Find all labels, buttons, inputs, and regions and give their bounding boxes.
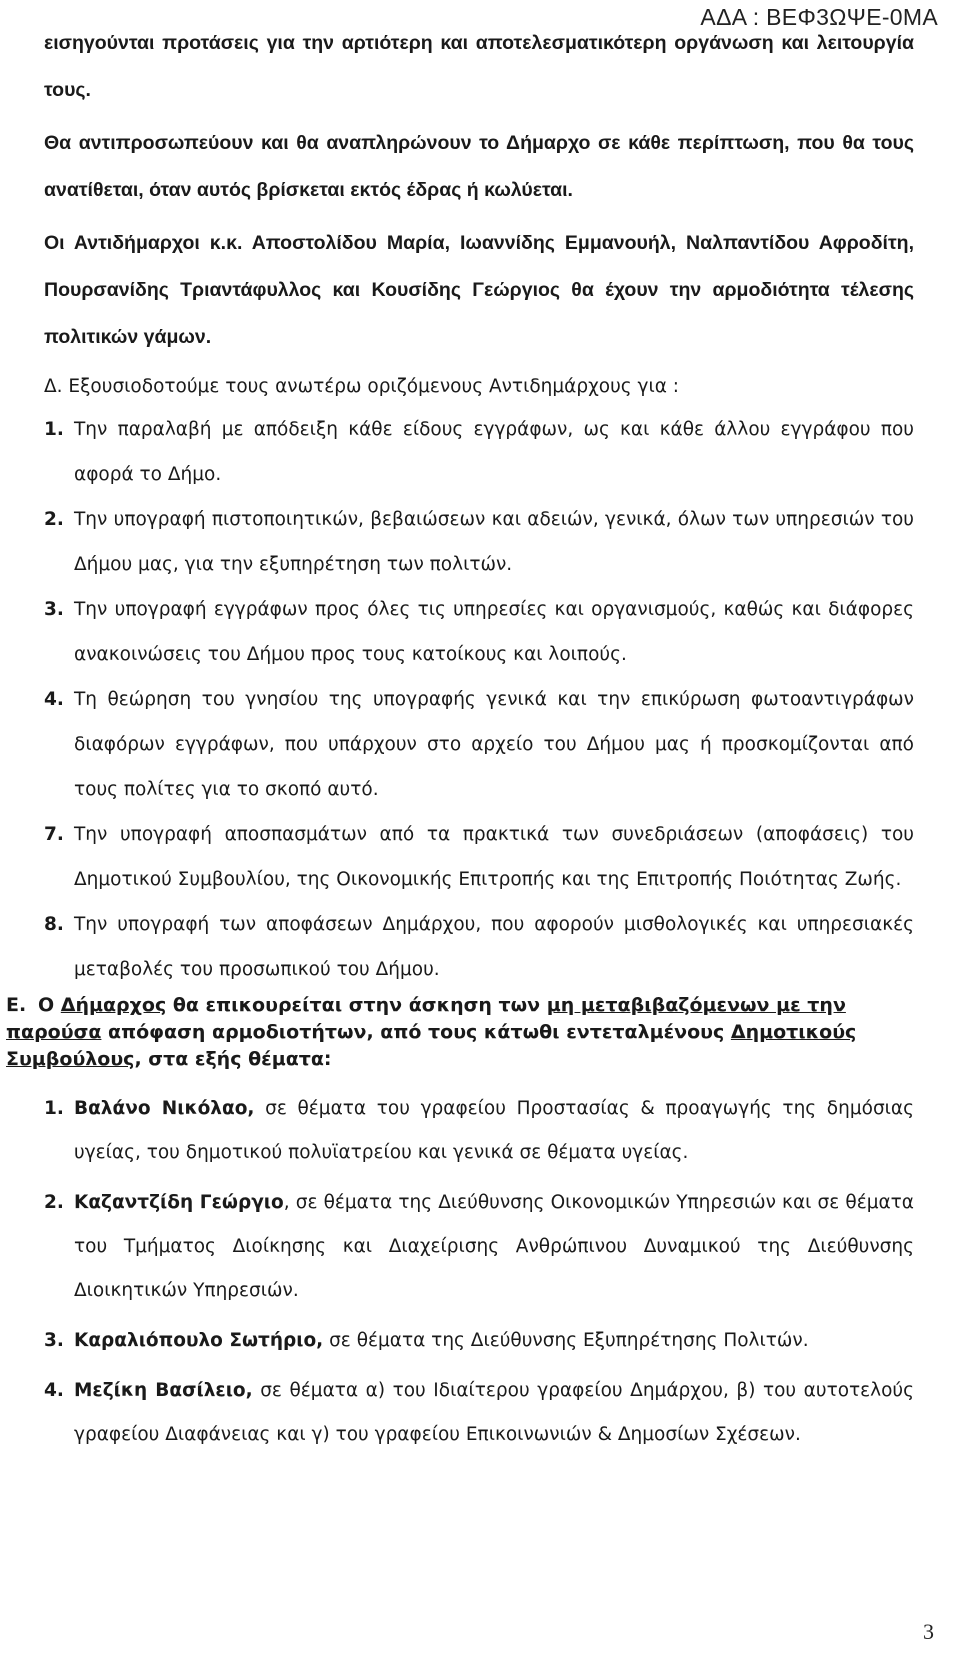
item-number: 7. xyxy=(44,824,64,845)
item-text: , σε θέματα της Διεύθυνσης Οικονομικών Υπηρεσιών και σε θέματα του Τμήματος Διοίκησης και Διαχείρισης Ανθρώπινου Δυναμικού της Διεύθυνσης Διοικητικών Υπηρεσιών. xyxy=(74,1192,914,1301)
section-e-text: , στα εξής θέματα: xyxy=(134,1048,332,1070)
list-item xyxy=(44,497,914,587)
item-number: 1. xyxy=(44,419,64,440)
item-text: σε θέματα α) του Ιδιαίτερου γραφείου Δημάρχου, β) του αυτοτελούς γραφείου Διαφάνειας και γ) του γραφείου Επικοινωνιών & Δημοσίων Σχέσεων. xyxy=(74,1380,914,1445)
paragraph-3: Οι Αντιδήμαρχοι κ.κ. Αποστολίδου Μαρία, Ιωαννίδης Εμμανουήλ, Ναλπαντίδου Αφροδίτη, Πουρσανίδης Τριαντάφυλλος και Κουσίδης Γεώργιος θα έχουν την αρμοδιότητα τέλεσης πολιτικών γάμων. xyxy=(44,232,914,348)
council-member-name: Μεζίκη Βασίλειο, xyxy=(74,1380,253,1401)
item-text: Την υπογραφή αποσπασμάτων από τα πρακτικά των συνεδριάσεων (αποφάσεις) του Δημοτικού Συμβουλίου, της Οικονομικής Επιτροπής και της Επιτροπής Ποιότητας Ζωής. xyxy=(74,824,914,890)
list-item xyxy=(44,902,914,992)
item-number: 4. xyxy=(44,689,64,710)
item-number: 1. xyxy=(44,1098,64,1119)
page-number: 3 xyxy=(923,1619,934,1644)
item-number: 4. xyxy=(44,1380,64,1401)
section-e-label: Ε. xyxy=(6,994,27,1016)
item-text: Την παραλαβή με απόδειξη κάθε είδους εγγράφων, ως και κάθε άλλου εγγράφου που αφορά το Δήμο. xyxy=(74,419,914,485)
item-number: 2. xyxy=(44,1192,64,1213)
list-item xyxy=(44,587,914,677)
section-e-text: απόφαση αρμοδιοτήτων, από τους κάτωθι εντεταλμένους xyxy=(101,1021,731,1043)
section-e-text: Δήμαρχος xyxy=(60,994,167,1016)
paragraph-2: Θα αντιπροσωπεύουν και θα αναπληρώνουν το Δήμαρχο σε κάθε περίπτωση, που θα τους ανατίθεται, όταν αυτός βρίσκεται εκτός έδρας ή κωλύεται. xyxy=(44,132,914,201)
section-e-text: Δημοτικούς Συμβούλους xyxy=(6,1021,857,1070)
council-member-name: Καραλιόπουλο Σωτήριο, xyxy=(74,1330,324,1351)
list-item xyxy=(44,677,914,812)
paragraph-1: εισηγούνται προτάσεις για την αρτιότερη και αποτελεσματικότερη οργάνωση και λειτουργία τους. xyxy=(44,32,914,101)
council-member-name: Καζαντζίδη Γεώργιο xyxy=(74,1192,284,1213)
section-e-text: θα επικουρείται στην άσκηση των xyxy=(166,994,547,1016)
council-member-name: Βαλάνο Νικόλαο, xyxy=(74,1098,255,1119)
item-number: 3. xyxy=(44,1330,64,1351)
section-e-list xyxy=(44,1087,914,1457)
item-text: σε θέματα του γραφείου Προστασίας & προαγωγής της δημόσιας υγείας, του δημοτικού πολυϊατρείου και γενικά σε θέματα υγείας. xyxy=(74,1098,914,1163)
list-item xyxy=(44,812,914,902)
item-text: Την υπογραφή εγγράφων προς όλες τις υπηρεσίες και οργανισμούς, καθώς και διάφορες ανακοινώσεις του Δήμου προς τους κατοίκους και λοιπούς. xyxy=(74,599,914,665)
item-text: Την υπογραφή πιστοποιητικών, βεβαιώσεων και αδειών, γενικά, όλων των υπηρεσιών του Δήμου μας, για την εξυπηρέτηση των πολιτών. xyxy=(74,509,914,575)
item-number: 8. xyxy=(44,914,64,935)
section-d-list xyxy=(44,407,914,992)
section-e-text: Ο xyxy=(38,994,61,1016)
ada-code: ΑΔΑ : ΒΕΦ3ΩΨΕ-0ΜΑ xyxy=(700,4,938,30)
item-number: 3. xyxy=(44,599,64,620)
section-d-title: Δ. Εξουσιοδοτούμε τους ανωτέρω οριζόμενους Αντιδημάρχους για : xyxy=(44,376,680,397)
section-e-text: μη μεταβιβαζόμενων με την παρούσα xyxy=(6,994,846,1043)
list-item xyxy=(44,1319,914,1363)
list-item xyxy=(44,1369,914,1457)
item-number: 2. xyxy=(44,509,64,530)
item-text: Την υπογραφή των αποφάσεων Δημάρχου, που αφορούν μισθολογικές και υπηρεσιακές μεταβολές του προσωπικού του Δήμου. xyxy=(74,914,914,980)
document-page xyxy=(6,20,914,1463)
item-text: Τη θεώρηση του γνησίου της υπογραφής γενικά και την επικύρωση φωτοαντιγράφων διαφόρων εγγράφων, που υπάρχουν στο αρχείο του Δήμου μας ή προσκομίζονται από τους πολίτες για το σκοπό αυτό. xyxy=(74,689,914,800)
section-e-intro xyxy=(6,992,916,1073)
list-item xyxy=(44,407,914,497)
list-item xyxy=(44,1087,914,1175)
list-item xyxy=(44,1181,914,1313)
item-text: σε θέματα της Διεύθυνσης Εξυπηρέτησης Πολιτών. xyxy=(323,1330,809,1351)
